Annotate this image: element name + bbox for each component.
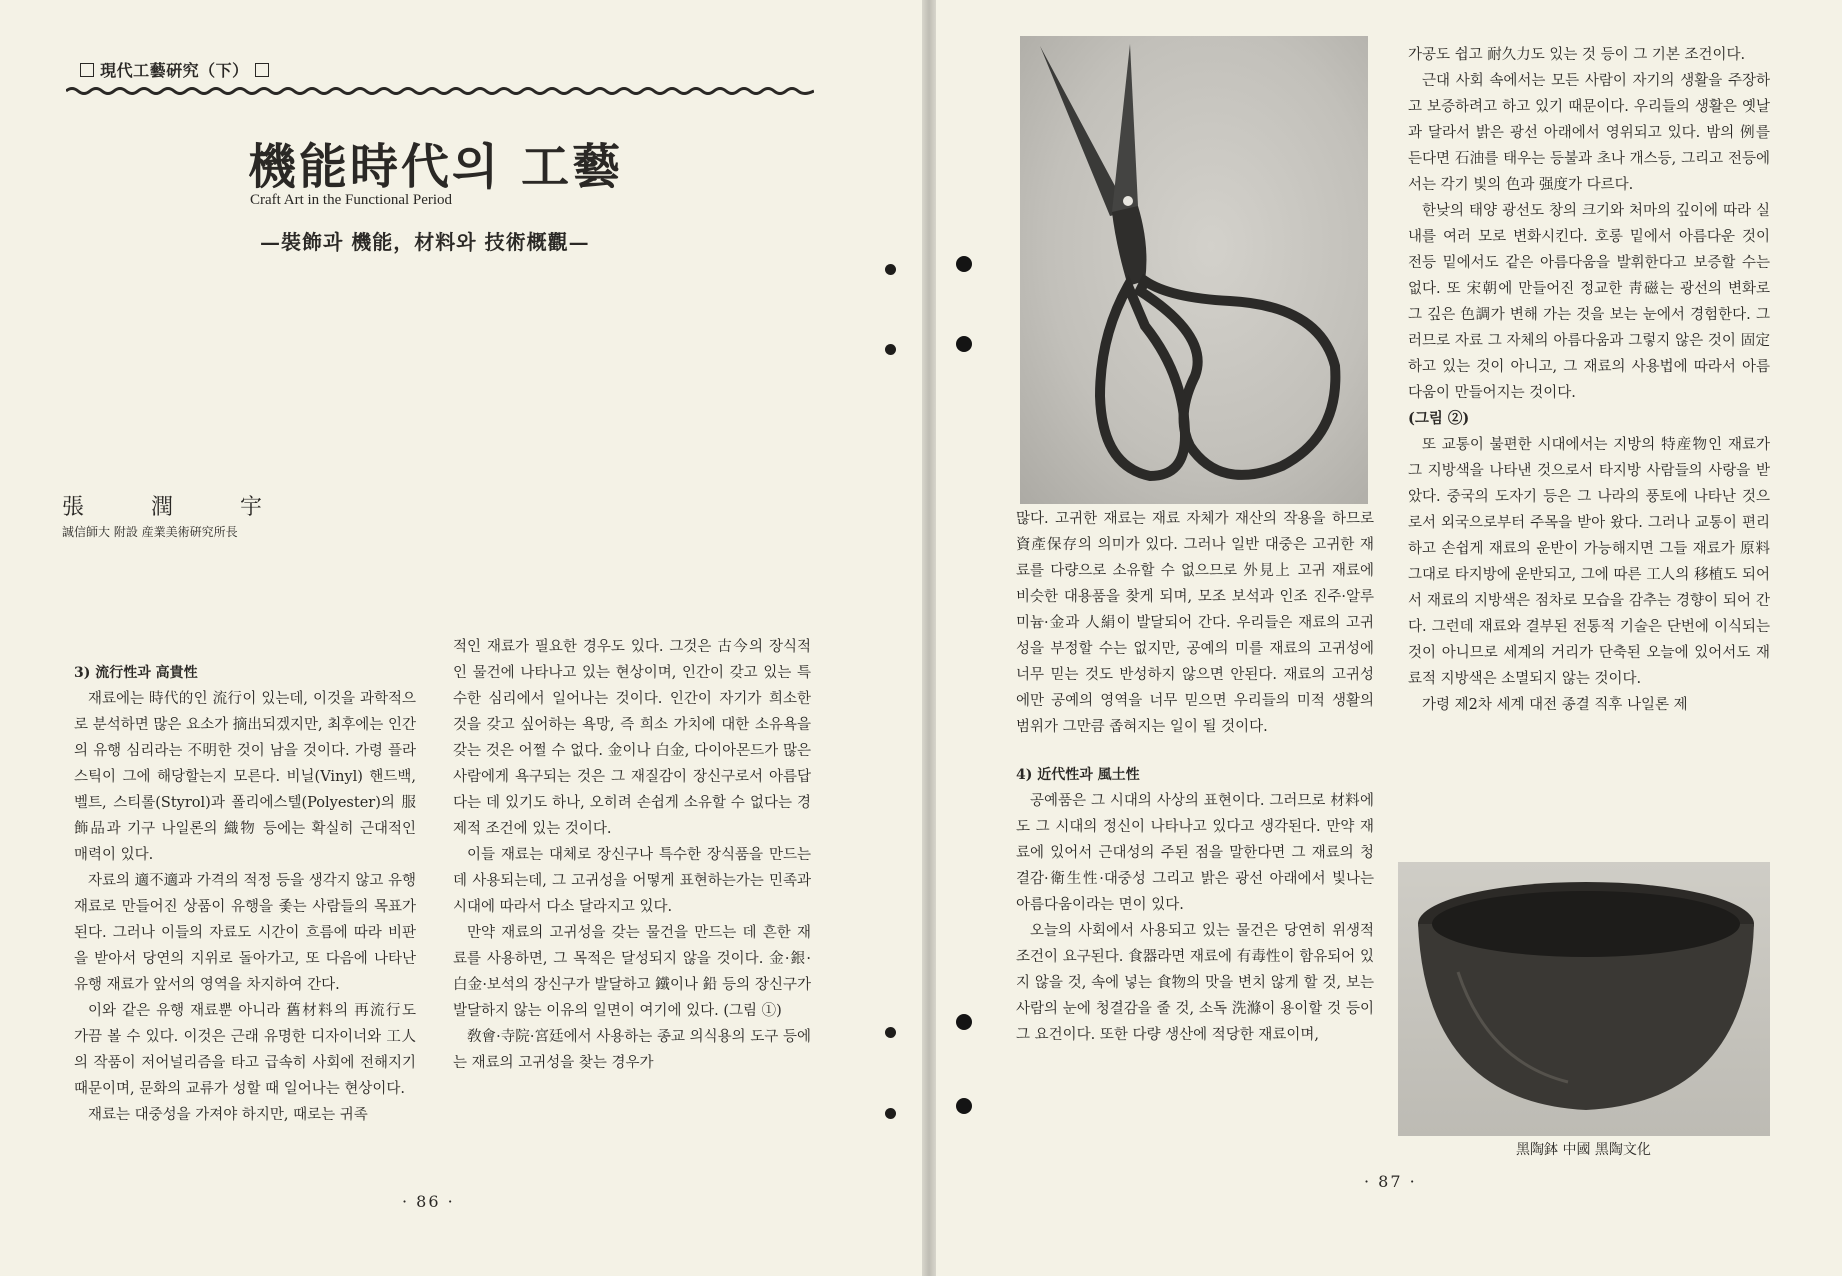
wavy-rule <box>66 86 814 96</box>
paragraph: 이와 같은 유행 재료뿐 아니라 舊材料의 再流行도 가끔 볼 수 있다. 이것은 근래 유명한 디자이너와 工人의 작품이 저어널리즘을 타고 급속히 사회에 전해지기 때문이며, 문화의 교류가 성할 때 일어나는 현상이다. <box>74 1003 416 1097</box>
binding-hole <box>956 1098 972 1114</box>
paragraph: 오늘의 사회에서 사용되고 있는 물건은 당연히 위생적 조건이 요구된다. 食器라면 재료에 有毒性이 함유되어 있지 않을 것, 속에 넣는 食物의 맛을 변치 않게 할 것, 보는 사람의 눈에 청결감을 줄 것, 소독 洗滌이 용이할 것 등이 그 요건이다. 또한 다량 생산에 적당한 재료이며, <box>1016 923 1374 1043</box>
binding-hole <box>885 1108 896 1119</box>
article-title: 機能時代의 工藝 <box>248 139 624 195</box>
article-subtitle-en: Craft Art in the Functional Period <box>250 192 453 208</box>
box-icon <box>255 63 269 77</box>
scissors-icon <box>1020 36 1368 504</box>
binding-hole <box>956 1014 972 1030</box>
article-subtitle-ko: —裝飾과 機能，材料와 技術概觀— <box>260 230 590 254</box>
page-number: · 86 · <box>402 1192 455 1211</box>
series-label: 現代工藝硏究（下） <box>80 58 269 81</box>
binding-hole <box>885 344 896 355</box>
paragraph: 재료는 대중성을 가져야 하지만, 때로는 귀족 <box>88 1107 368 1123</box>
paragraph: 한낮의 태양 광선도 창의 크기와 처마의 깊이에 따라 실내를 여러 모로 변화시킨다. 호롱 밑에서 아름다운 것이 전등 밑에서도 같은 아름다움을 발휘한다고 보증할 수는 없다. 또 宋朝에 만들어진 정교한 靑磁는 광선의 변화로 그 깊은 色調가 변해 가는 것을 보는 눈에서 경험한다. 그러므로 자료 그 자체의 아름다움과 그렇지 않은 것이 固定하고 있는 것이 아니고, 그 재료의 사용법에 따라서 아름다움이 만들어지는 것이다. <box>1408 203 1770 401</box>
section-heading: 4) 近代性과 風土性 <box>1016 767 1140 783</box>
paragraph: 많다. 고귀한 재료는 재료 자체가 재산의 작용을 하므로 資產保存의 의미가 있다. 그러나 일반 대중은 고귀한 재료를 다량으로 소유할 수 없으므로 外見上 고귀 재료에 비슷한 대용품을 찾게 되며, 모조 보석과 인조 진주·알루미늄·金과 人絹이 발달되어 간다. 우리들은 재료의 고귀성을 부정할 수는 없지만, 공예의 미를 재료의 고귀성에 너무 믿는 것도 반성하지 않으면 안된다. 재료의 고귀성에만 공예의 영역을 너무 믿으면 우리들의 미적 생활의 범위가 그만큼 좁혀지는 일이 될 것이다. <box>1016 511 1374 735</box>
figure-reference: (그림 ②) <box>1408 410 1470 427</box>
book-gutter <box>922 0 936 1276</box>
text-column-3 <box>1016 506 1374 1048</box>
page-number: · 87 · <box>1364 1172 1417 1191</box>
text-column-4 <box>1408 42 1770 718</box>
paragraph: 만약 재료의 고귀성을 갖는 물건을 만드는 데 흔한 재료를 사용하면, 그 목적은 달성되지 않을 것이다. 金·銀·白金·보석의 장신구가 발달하고 鐵이나 鉛 등의 장신구가 발달하지 않는 이유의 일면이 여기에 있다. (그림 ①) <box>453 925 811 1019</box>
paragraph: 자료의 適不適과 가격의 적정 등을 생각지 않고 유행 재료로 만들어진 상품이 유행을 좇는 사람들의 목표가 된다. 그러나 이들의 자료도 시간이 흐름에 따라 비판을 받아서 당연의 지위로 돌아가고, 또 다음에 나타난 유행 재료가 앞서의 영역을 차지하여 간다. <box>74 873 416 993</box>
binding-hole <box>885 1027 896 1038</box>
section-heading: 3) 流行性과 高貴性 <box>74 665 198 681</box>
paragraph: 재료에는 時代的인 流行이 있는데, 이것을 과학적으로 분석하면 많은 요소가 摘出되겠지만, 최후에는 인간의 유행 심리라는 不明한 것이 남을 것이다. 가령 플라스틱이 그에 해당할는지 모른다. 비닐(Vinyl) 핸드백, 벨트, 스티롤(Styrol)과 폴리에스텔(Polyester)의 服飾品과 기구 나일론의 織物 등에는 확실히 근대적인 매력이 있다. <box>74 691 416 863</box>
figure-caption: 黑陶鉢 中國 黑陶文化 <box>1516 1142 1651 1158</box>
paragraph: 공예품은 그 시대의 사상의 표현이다. 그러므로 材料에도 그 시대의 정신이 나타나고 있다고 생각된다. 만약 재료에 있어서 근대성의 주된 점을 말한다면 그 재료의 청결감·衛生性·대중성 그리고 밝은 광선 아래에서 빛나는 아름다움이라는 면이 있다. <box>1016 793 1374 913</box>
binding-hole <box>956 256 972 272</box>
text-column-1 <box>74 660 416 1128</box>
scissors-photo <box>1020 36 1368 504</box>
paragraph: 가령 제2차 세계 대전 종결 직후 나일론 제 <box>1422 697 1688 713</box>
text-column-2 <box>453 634 811 1076</box>
paragraph: 敎會·寺院·宮廷에서 사용하는 종교 의식용의 도구 등에는 재료의 고귀성을 찾는 경우가 <box>453 1029 811 1071</box>
paragraph: 근대 사회 속에서는 모든 사람이 자기의 생활을 주장하고 보증하려고 하고 있기 때문이다. 우리들의 생활은 옛날과 달라서 밝은 광선 아래에서 영위되고 있다. 밤의 例를 든다면 石油를 태우는 등불과 초나 개스등, 그리고 전등에서는 각기 빛의 色과 强度가 다르다. <box>1408 73 1770 193</box>
paragraph: 가공도 쉽고 耐久力도 있는 것 등이 그 기본 조건이다. <box>1408 47 1746 63</box>
paragraph: 이들 재료는 대체로 장신구나 특수한 장식품을 만드는 데 사용되는데, 그 고귀성을 어떻게 표현하는가는 민족과 시대에 따라서 다소 달라지고 있다. <box>453 847 811 915</box>
author-affiliation: 誠信師大 附設 産業美術硏究所長 <box>62 525 238 539</box>
bowl-icon <box>1398 862 1770 1136</box>
bowl-photo <box>1398 862 1770 1136</box>
paragraph: 또 교통이 불편한 시대에서는 지방의 特産物인 재료가 그 지방색을 나타낸 것으로서 타지방 사람들의 사랑을 받았다. 중국의 도자기 등은 그 나라의 풍토에 나타난 것으로서 외국으로부터 주목을 받아 왔다. 그러나 교통이 편리하고 손쉽게 재료의 운반이 가능해지면 그들 재료가 原料 그대로 타지방에 운반되고, 그에 따른 工人의 移植도 되어서 재료의 지방색은 점차로 모습을 감추는 경향이 되어 간다. 그런데 재료와 결부된 전통적 기술은 단번에 이식되는 것이 아니므로 세계의 거리가 단축된 오늘에 있어서도 재료적 지방색은 소멸되지 않는 것이다. <box>1408 437 1770 687</box>
box-icon <box>80 63 94 77</box>
binding-hole <box>885 264 896 275</box>
binding-hole <box>956 336 972 352</box>
paragraph: 적인 재료가 필요한 경우도 있다. 그것은 古今의 장식적인 물건에 나타나고 있는 현상이며, 인간이 갖고 있는 특수한 심리에서 일어나는 것이다. 인간이 자기가 희소한 것을 갖고 싶어하는 욕망, 즉 희소 가치에 대한 소유욕을 갖는 것은 어쩔 수 없다. 金이나 白金, 다이아몬드가 많은 사람에게 욕구되는 것은 그 재질감이 장신구로서 아름답다는 데 있기도 하나, 오히려 손쉽게 소유할 수 없다는 경제적 조건에 있는 것이다. <box>453 639 811 837</box>
author-name: 張 潤 宇 <box>62 495 262 520</box>
